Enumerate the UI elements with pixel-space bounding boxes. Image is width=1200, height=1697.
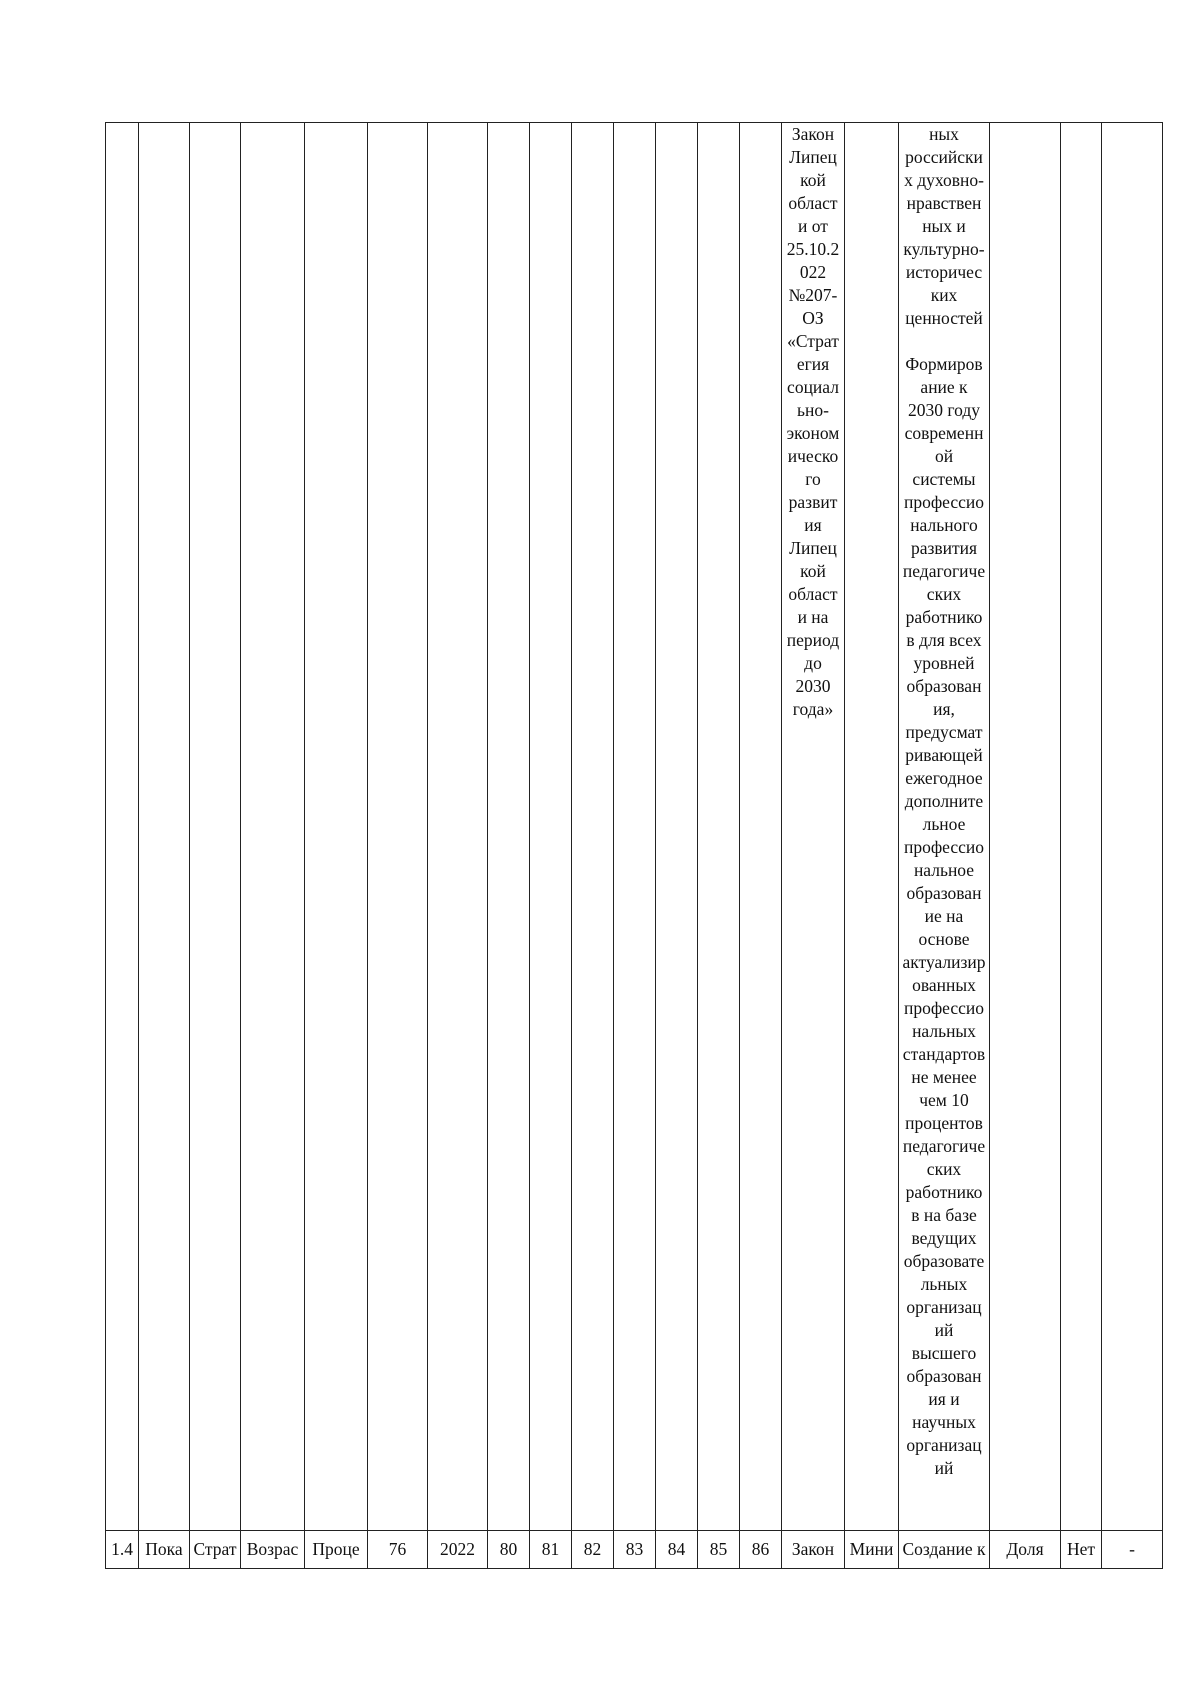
text-line: процентов xyxy=(905,1113,983,1133)
text-line: нальных xyxy=(912,1021,976,1041)
cell-link xyxy=(899,123,990,1531)
text-line: и на xyxy=(797,607,829,627)
text-line: ОЗ xyxy=(802,308,824,328)
text-line: ие на xyxy=(924,906,964,926)
text-line: и от xyxy=(798,216,828,236)
row-info: - xyxy=(1102,1531,1163,1569)
row-v3: 82 xyxy=(572,1531,614,1569)
text-line: в на базе xyxy=(911,1205,977,1225)
text-line: 022 xyxy=(799,262,827,282)
text-line: профессио xyxy=(903,837,985,857)
text-line: нальное xyxy=(913,860,975,880)
cell-attribute xyxy=(241,123,305,1531)
cell-calc xyxy=(990,123,1061,1531)
text-line: предусмат xyxy=(905,722,983,742)
text-line: ьно- xyxy=(797,400,829,420)
indicators-table xyxy=(105,122,1163,1569)
text-line: не менее xyxy=(911,1067,977,1087)
text-line: основе xyxy=(918,929,970,949)
row-v5: 84 xyxy=(656,1531,698,1569)
values-text xyxy=(899,123,989,330)
text-line: ких xyxy=(930,285,958,305)
text-line: работнико xyxy=(905,1182,983,1202)
text-line: историчес xyxy=(905,262,983,282)
row-base-year: 2022 xyxy=(428,1531,488,1569)
cell-v5 xyxy=(656,123,698,1531)
text-line: х духовно- xyxy=(904,170,984,190)
text-line: ой xyxy=(934,446,954,466)
cell-v7 xyxy=(740,123,782,1531)
continuation-row xyxy=(106,123,1163,1531)
text-line: педагогиче xyxy=(902,1136,986,1156)
cell-flag xyxy=(1061,123,1102,1531)
text-line: 2030 xyxy=(795,676,831,696)
text-line: развит xyxy=(788,492,838,512)
text-line: област xyxy=(788,193,838,213)
row-calc: Доля xyxy=(990,1531,1061,1569)
text-line: организац xyxy=(906,1435,982,1455)
text-line: Липец xyxy=(789,538,837,558)
text-line: Формиров xyxy=(905,354,983,374)
text-line: уровней xyxy=(913,653,975,673)
row-attribute: Возрас xyxy=(241,1531,305,1569)
text-line: 25.10.2 xyxy=(786,239,840,259)
text-line: льных xyxy=(920,1274,968,1294)
text-line: ных xyxy=(929,124,959,144)
text-line: образовате xyxy=(903,1251,985,1271)
text-line: 2030 году xyxy=(907,400,981,420)
text-line: ских xyxy=(926,1159,962,1179)
cell-v6 xyxy=(698,123,740,1531)
cell-info xyxy=(1102,123,1163,1531)
text-line: социал xyxy=(787,377,839,397)
cell-base-year xyxy=(428,123,488,1531)
cell-level xyxy=(190,123,241,1531)
text-line: до xyxy=(804,653,822,673)
cell-indicator xyxy=(139,123,190,1531)
row-v2: 81 xyxy=(530,1531,572,1569)
text-line: системы xyxy=(912,469,976,489)
text-line: эконом xyxy=(786,423,840,443)
cell-number xyxy=(106,123,139,1531)
row-v6: 85 xyxy=(698,1531,740,1569)
text-line: период xyxy=(786,630,840,650)
text-line: ия, xyxy=(933,699,955,719)
row-v1: 80 xyxy=(488,1531,530,1569)
text-line: нального xyxy=(910,515,978,535)
text-line: дополните xyxy=(904,791,984,811)
text-line: культурно- xyxy=(903,239,985,259)
text-line: образован xyxy=(906,883,982,903)
text-line: года» xyxy=(792,699,834,719)
goal-text xyxy=(899,353,989,1480)
text-line: развития xyxy=(910,538,978,558)
text-line: высшего xyxy=(911,1343,977,1363)
text-line: современн xyxy=(904,423,984,443)
text-line: ных и xyxy=(922,216,966,236)
text-line: кой xyxy=(800,170,826,190)
text-line: егия xyxy=(796,354,830,374)
row-link: Создание к xyxy=(899,1531,990,1569)
row-level: Страт xyxy=(190,1531,241,1569)
text-line: стандартов xyxy=(902,1044,986,1064)
text-line: ских xyxy=(926,584,962,604)
row-unit: Проце xyxy=(305,1531,368,1569)
row-base-value: 76 xyxy=(368,1531,428,1569)
text-line: №207- xyxy=(788,285,838,305)
text-line: ведущих xyxy=(911,1228,977,1248)
text-line: Закон xyxy=(791,124,835,144)
text-line: ия xyxy=(804,515,822,535)
row-flag: Нет xyxy=(1061,1531,1102,1569)
text-line: научных xyxy=(912,1412,976,1432)
cell-v4 xyxy=(614,123,656,1531)
text-line: ежегодное xyxy=(905,768,983,788)
text-line: работнико xyxy=(905,607,983,627)
text-line: организац xyxy=(906,1297,982,1317)
cell-v1 xyxy=(488,123,530,1531)
text-line: Липец xyxy=(789,147,837,167)
text-line: ценностей xyxy=(905,308,983,328)
text-line: област xyxy=(788,584,838,604)
row-document: Закон xyxy=(782,1531,845,1569)
text-line: педагогиче xyxy=(902,561,986,581)
text-line: российски xyxy=(905,147,983,167)
text-line: ованных xyxy=(912,975,976,995)
row-responsible: Мини xyxy=(845,1531,899,1569)
cell-responsible xyxy=(845,123,899,1531)
text-line: «Страт xyxy=(787,331,839,351)
cell-base-value xyxy=(368,123,428,1531)
law-text xyxy=(782,123,844,721)
text-line: в для всех xyxy=(906,630,982,650)
cell-v3 xyxy=(572,123,614,1531)
text-line: образован xyxy=(906,1366,982,1386)
text-line: нравствен xyxy=(906,193,982,213)
row-v4: 83 xyxy=(614,1531,656,1569)
cell-v2 xyxy=(530,123,572,1531)
text-line: образован xyxy=(906,676,982,696)
text-line: льное xyxy=(922,814,966,834)
text-line: ий xyxy=(934,1320,954,1340)
text-line: профессио xyxy=(903,492,985,512)
row-indicator: Пока xyxy=(139,1531,190,1569)
text-line: чем 10 xyxy=(919,1090,969,1110)
row-number: 1.4 xyxy=(106,1531,139,1569)
cell-document xyxy=(782,123,845,1531)
text-line: актуализир xyxy=(902,952,986,972)
text-line: ий xyxy=(934,1458,954,1478)
table-row xyxy=(106,1531,1163,1569)
text-line: ривающей xyxy=(905,745,983,765)
text-line: го xyxy=(805,469,821,489)
text-line: ание к xyxy=(920,377,968,397)
cell-unit xyxy=(305,123,368,1531)
text-line: кой xyxy=(800,561,826,581)
text-line: ическо xyxy=(787,446,839,466)
row-v7: 86 xyxy=(740,1531,782,1569)
text-line: ия и xyxy=(928,1389,960,1409)
text-line: профессио xyxy=(903,998,985,1018)
